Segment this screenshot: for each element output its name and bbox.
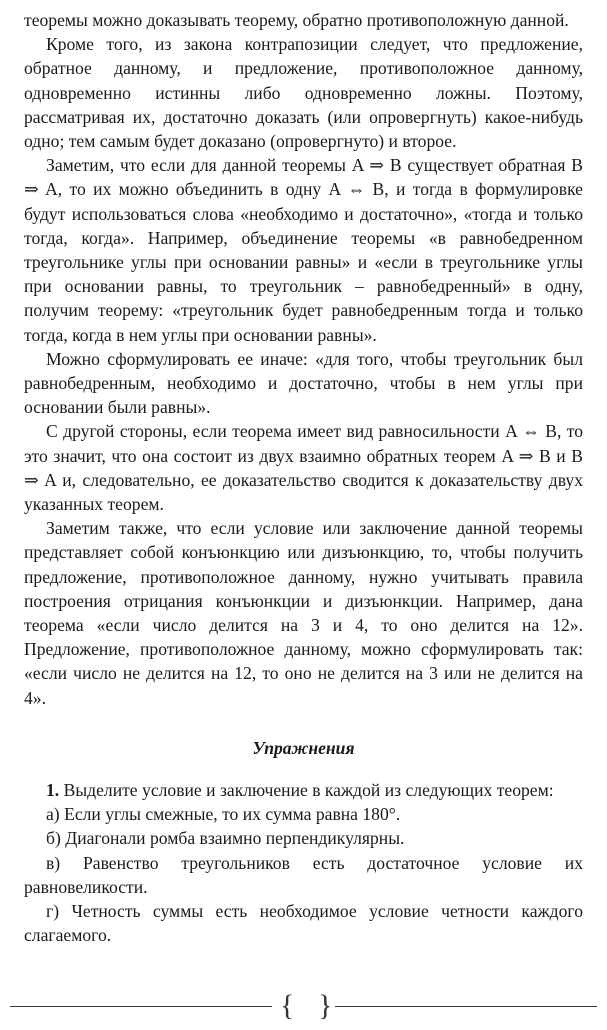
exercise-item: в) Равенство треугольников есть достаточное условие их равновеликости. xyxy=(24,852,583,897)
exercise-1 xyxy=(24,778,583,947)
exercise-task-text: Выделите условие и заключение в каждой из следующих теорем: xyxy=(63,779,554,800)
paragraph: Заметим, что если для данной теоремы A ⇒ B существует обратная B ⇒ A, то их можно объединить в одну A ⇔ B, и тогда в формулировке будут использоваться слова «необходимо и достаточно», «тогда и только тогда, когда». Например, объединение теоремы «в равнобедренном треугольнике углы при основании равны» и «если в треугольнике углы при основании равны, то треугольник – равнобедренный» в одну, получим теорему: «треугольник будет равнобедренным тогда и только тогда, когда в нем углы при основании равны». xyxy=(24,155,583,345)
exercise-item: б) Диагонали ромба взаимно перпендикулярны. xyxy=(46,828,405,849)
right-bracket-icon: } xyxy=(318,989,333,1022)
footer-rule-right xyxy=(335,1006,597,1007)
page-footer xyxy=(0,990,607,1030)
paragraph: Можно сформулировать ее иначе: «для того, чтобы треугольник был равнобедренным, необходимо и достаточно, чтобы в нем углы при основании были равны». xyxy=(24,348,583,418)
paragraph: теоремы можно доказывать теорему, обратно противоположную данной. xyxy=(24,10,569,30)
exercises-heading: Упражнения xyxy=(252,737,355,758)
footer-rule-left xyxy=(10,1006,272,1007)
paragraph: Заметим также, что если условие или заключение данной теоремы представляет собой конъюнкцию или дизъюнкцию, то, чтобы получить предложение, противоположное данному, нужно учитывать правила построения отрицания конъюнкции и дизъюнкции. Например, дана теорема «если число делится на 3 и 4, то оно делится на 12». Предложение, противоположное данному, можно сформулировать так: «если число не делится на 12, то оно не делится на 3 или не делится на 4». xyxy=(24,518,583,708)
exercise-task xyxy=(24,778,583,802)
exercise-item: а) Если углы смежные, то их сумма равна 180°. xyxy=(46,804,401,825)
body-text xyxy=(24,8,583,710)
exercise-item: г) Четность суммы есть необходимое условие четности каждого слагаемого. xyxy=(24,900,583,946)
paragraph: С другой стороны, если теорема имеет вид равносильности A ⇔ B, то это значит, что она состоит из двух взаимно обратных теорем A ⇒ B и B ⇒ A и, следовательно, ее доказательство сводится к доказательству двух указанных теорем. xyxy=(24,421,583,515)
left-bracket-icon: { xyxy=(280,989,295,1022)
paragraph: Кроме того, из закона контрапозиции следует, что предложение, обратное данному, и предложение, противоположное данному, одновременно истинны либо одновременно ложны. Поэтому, рассматривая их, достаточно доказать (или опровергнуть) какое-нибудь одно; тем самым будет доказано (опровергнуто) и второе. xyxy=(24,34,583,152)
exercise-number: 1. xyxy=(46,779,60,800)
